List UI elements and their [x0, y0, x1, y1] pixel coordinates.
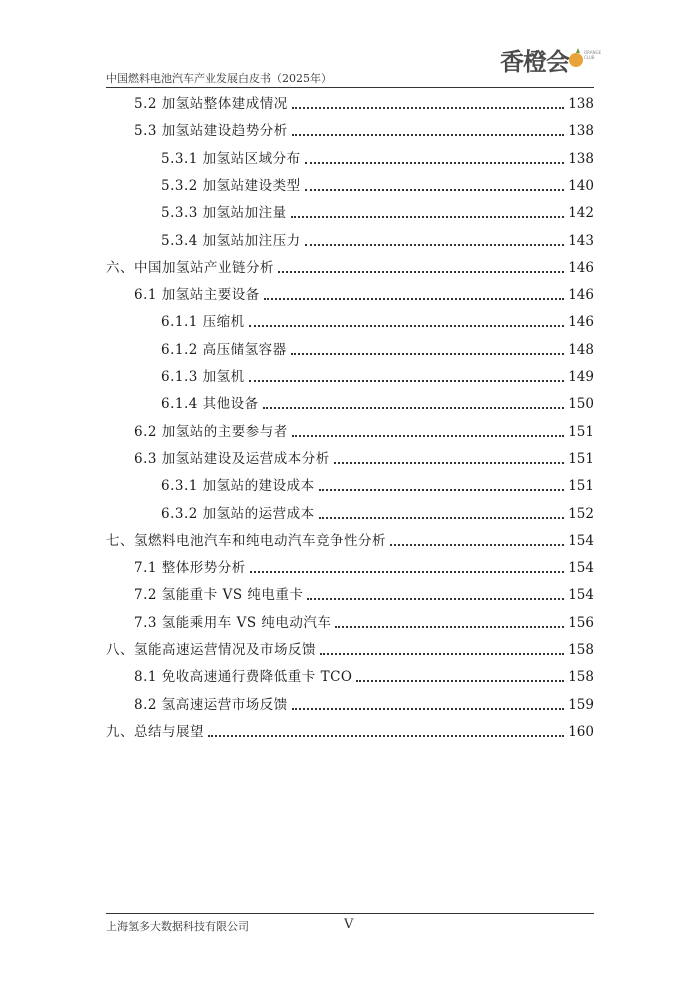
toc-dot-leader [305, 162, 565, 164]
toc-entry-title: 加氢站整体建成情况 [161, 96, 288, 112]
toc-entry-page: 148 [568, 341, 594, 358]
toc-entry-number: 5.2 [134, 96, 157, 112]
toc-entry-number: 6.1.3 [161, 369, 198, 385]
toc-entry-number: 5.3 [134, 123, 157, 140]
toc-entry[interactable] [161, 363, 594, 385]
toc-entry-page: 149 [568, 369, 594, 385]
toc-dot-leader [334, 462, 564, 464]
toc-entry[interactable] [134, 281, 594, 303]
toc-entry-number: 6.3.2 [161, 505, 198, 522]
toc-entry-title: 加氢站建设及运营成本分析 [161, 450, 330, 467]
toc-dot-leader [278, 271, 564, 273]
toc-entry[interactable] [134, 117, 594, 139]
toc-entry-page: 154 [568, 560, 594, 577]
toc-entry-page: 156 [568, 614, 594, 631]
toc-entry-title: 氢高速运营市场反馈 [161, 696, 288, 713]
toc-entry-page: 151 [568, 423, 594, 440]
logo-orange-icon [564, 44, 602, 74]
toc-entry[interactable] [134, 90, 594, 112]
toc-entry-number: 6.1.1 [161, 314, 198, 331]
toc-dot-leader [250, 571, 564, 573]
toc-entry-title: 免收高速通行费降低重卡 TCO [161, 669, 353, 686]
toc-entry-number: 5.3.4 [161, 232, 198, 249]
toc-entry-page: 160 [568, 723, 594, 740]
toc-entry-title: 加氢站主要设备 [161, 287, 260, 304]
toc-entry-title: 其他设备 [202, 396, 259, 413]
toc-entry-title: 加氢站加注量 [202, 205, 287, 222]
toc-entry-page: 154 [568, 587, 594, 604]
toc-entry-page: 154 [568, 532, 594, 549]
toc-entry-number: 七、 [106, 532, 134, 549]
toc-entry[interactable] [161, 145, 594, 167]
toc-entry-number: 5.3.1 [161, 150, 198, 167]
header-document-title: 中国燃料电池汽车产业发展白皮书（2025年） [106, 72, 332, 85]
brand-logo [500, 42, 602, 76]
toc-dot-leader [307, 598, 564, 600]
toc-dot-leader [320, 653, 564, 655]
toc-entry[interactable] [161, 336, 594, 358]
toc-dot-leader [305, 189, 565, 191]
toc-entry-number: 6.3.1 [161, 478, 198, 495]
toc-dot-leader [263, 407, 565, 409]
toc-entry-title: 加氢站建设趋势分析 [161, 123, 288, 140]
toc-entry-title: 加氢机 [202, 369, 245, 385]
toc-entry-page: 138 [568, 123, 594, 140]
toc-entry-page: 151 [568, 450, 594, 467]
toc-entry[interactable] [161, 199, 594, 221]
toc-entry-title: 高压储氢容器 [202, 341, 287, 358]
toc-dot-leader [291, 353, 565, 355]
toc-entry-title: 加氢站建设类型 [202, 177, 301, 194]
toc-entry[interactable] [161, 227, 594, 249]
toc-entry-title: 加氢站的运营成本 [202, 505, 315, 522]
toc-entry-page: 143 [568, 232, 594, 249]
toc-dot-leader [291, 216, 565, 218]
logo-text: 香橙会 [500, 48, 569, 76]
toc-entry-page: 146 [568, 287, 594, 304]
toc-dot-leader [249, 325, 565, 327]
toc-entry-number: 8.2 [134, 696, 157, 713]
toc-entry-title: 氢能乘用车 VS 纯电动汽车 [161, 614, 332, 631]
toc-entry[interactable] [134, 609, 594, 631]
toc-entry-number: 八、 [106, 642, 134, 658]
toc-dot-leader [319, 517, 565, 519]
toc-dot-leader [292, 435, 564, 437]
toc-entry-title: 氢能重卡 VS 纯电重卡 [161, 587, 304, 604]
toc-entry-page: 152 [568, 505, 594, 522]
toc-entry-number: 六、 [106, 259, 134, 276]
toc-entry[interactable] [106, 254, 594, 276]
footer-divider [106, 913, 594, 914]
toc-entry[interactable] [161, 308, 594, 330]
toc-entry-number: 7.2 [134, 587, 157, 604]
toc-entry[interactable] [106, 527, 594, 549]
toc-entry-page: 146 [568, 314, 594, 331]
toc-entry[interactable] [106, 636, 594, 658]
toc-entry-number: 5.3.3 [161, 205, 198, 222]
toc-entry[interactable] [134, 445, 594, 467]
svg-text:CLUB: CLUB [584, 55, 595, 60]
toc-entry-number: 7.1 [134, 560, 157, 577]
toc-entry[interactable] [134, 418, 594, 440]
toc-dot-leader [208, 735, 564, 737]
toc-entry[interactable] [134, 554, 594, 576]
toc-entry-title: 加氢站区域分布 [202, 150, 301, 167]
toc-entry[interactable] [106, 718, 594, 740]
toc-entry-number: 九、 [106, 723, 134, 740]
toc-dot-leader [390, 544, 564, 546]
toc-entry-title: 整体形势分析 [161, 560, 246, 577]
toc-dot-leader [319, 489, 565, 491]
toc-entry[interactable] [134, 581, 594, 603]
toc-entry-number: 6.1.4 [161, 396, 198, 413]
toc-dot-leader [305, 244, 565, 246]
footer-page-number: V [344, 917, 354, 932]
toc-dot-leader [292, 134, 564, 136]
toc-dot-leader [335, 626, 564, 628]
toc-entry[interactable] [134, 691, 594, 713]
toc-entry-number: 8.1 [134, 669, 157, 686]
toc-dot-leader [292, 708, 564, 710]
toc-entry-title: 压缩机 [202, 314, 245, 331]
toc-entry-number: 7.3 [134, 614, 157, 631]
toc-entry-number: 5.3.2 [161, 177, 198, 194]
toc-entry-title: 氢能高速运营情况及市场反馈 [134, 642, 316, 658]
svg-text:ORANGE: ORANGE [584, 50, 602, 55]
toc-entry-page: 158 [568, 669, 594, 686]
toc-entry-page: 138 [568, 150, 594, 167]
toc-entry-page: 151 [568, 478, 594, 495]
toc-entry-page: 140 [568, 177, 594, 194]
toc-dot-leader [264, 298, 564, 300]
toc-entry[interactable] [161, 390, 594, 412]
toc-entry-number: 6.1.2 [161, 341, 198, 358]
toc-dot-leader [249, 380, 565, 382]
toc-entry-title: 中国加氢站产业链分析 [134, 259, 274, 276]
toc-entry-title: 加氢站的建设成本 [202, 478, 315, 495]
toc-entry-page: 138 [568, 96, 594, 112]
toc-entry-page: 142 [568, 205, 594, 222]
toc-entry-number: 6.1 [134, 287, 157, 304]
toc-entry[interactable] [161, 172, 594, 194]
toc-entry-number: 6.3 [134, 450, 157, 467]
toc-entry-title: 加氢站的主要参与者 [161, 423, 288, 440]
header-divider [106, 87, 594, 88]
toc-entry[interactable] [134, 663, 594, 685]
toc-entry-number: 6.2 [134, 423, 157, 440]
toc-dot-leader [356, 680, 564, 682]
toc-entry-title: 总结与展望 [134, 723, 204, 740]
toc-entry-page: 146 [568, 259, 594, 276]
footer-company-name: 上海氢多大数据科技有限公司 [106, 920, 249, 933]
toc-entry-page: 150 [568, 396, 594, 413]
toc-entry[interactable] [161, 472, 594, 494]
toc-entry-title: 加氢站加注压力 [202, 232, 301, 249]
toc-entry-page: 159 [568, 696, 594, 713]
toc-entry[interactable] [161, 500, 594, 522]
toc-entry-title: 氢燃料电池汽车和纯电动汽车竞争性分析 [134, 532, 386, 549]
toc-entry-page: 158 [568, 642, 594, 658]
toc-dot-leader [292, 107, 564, 109]
